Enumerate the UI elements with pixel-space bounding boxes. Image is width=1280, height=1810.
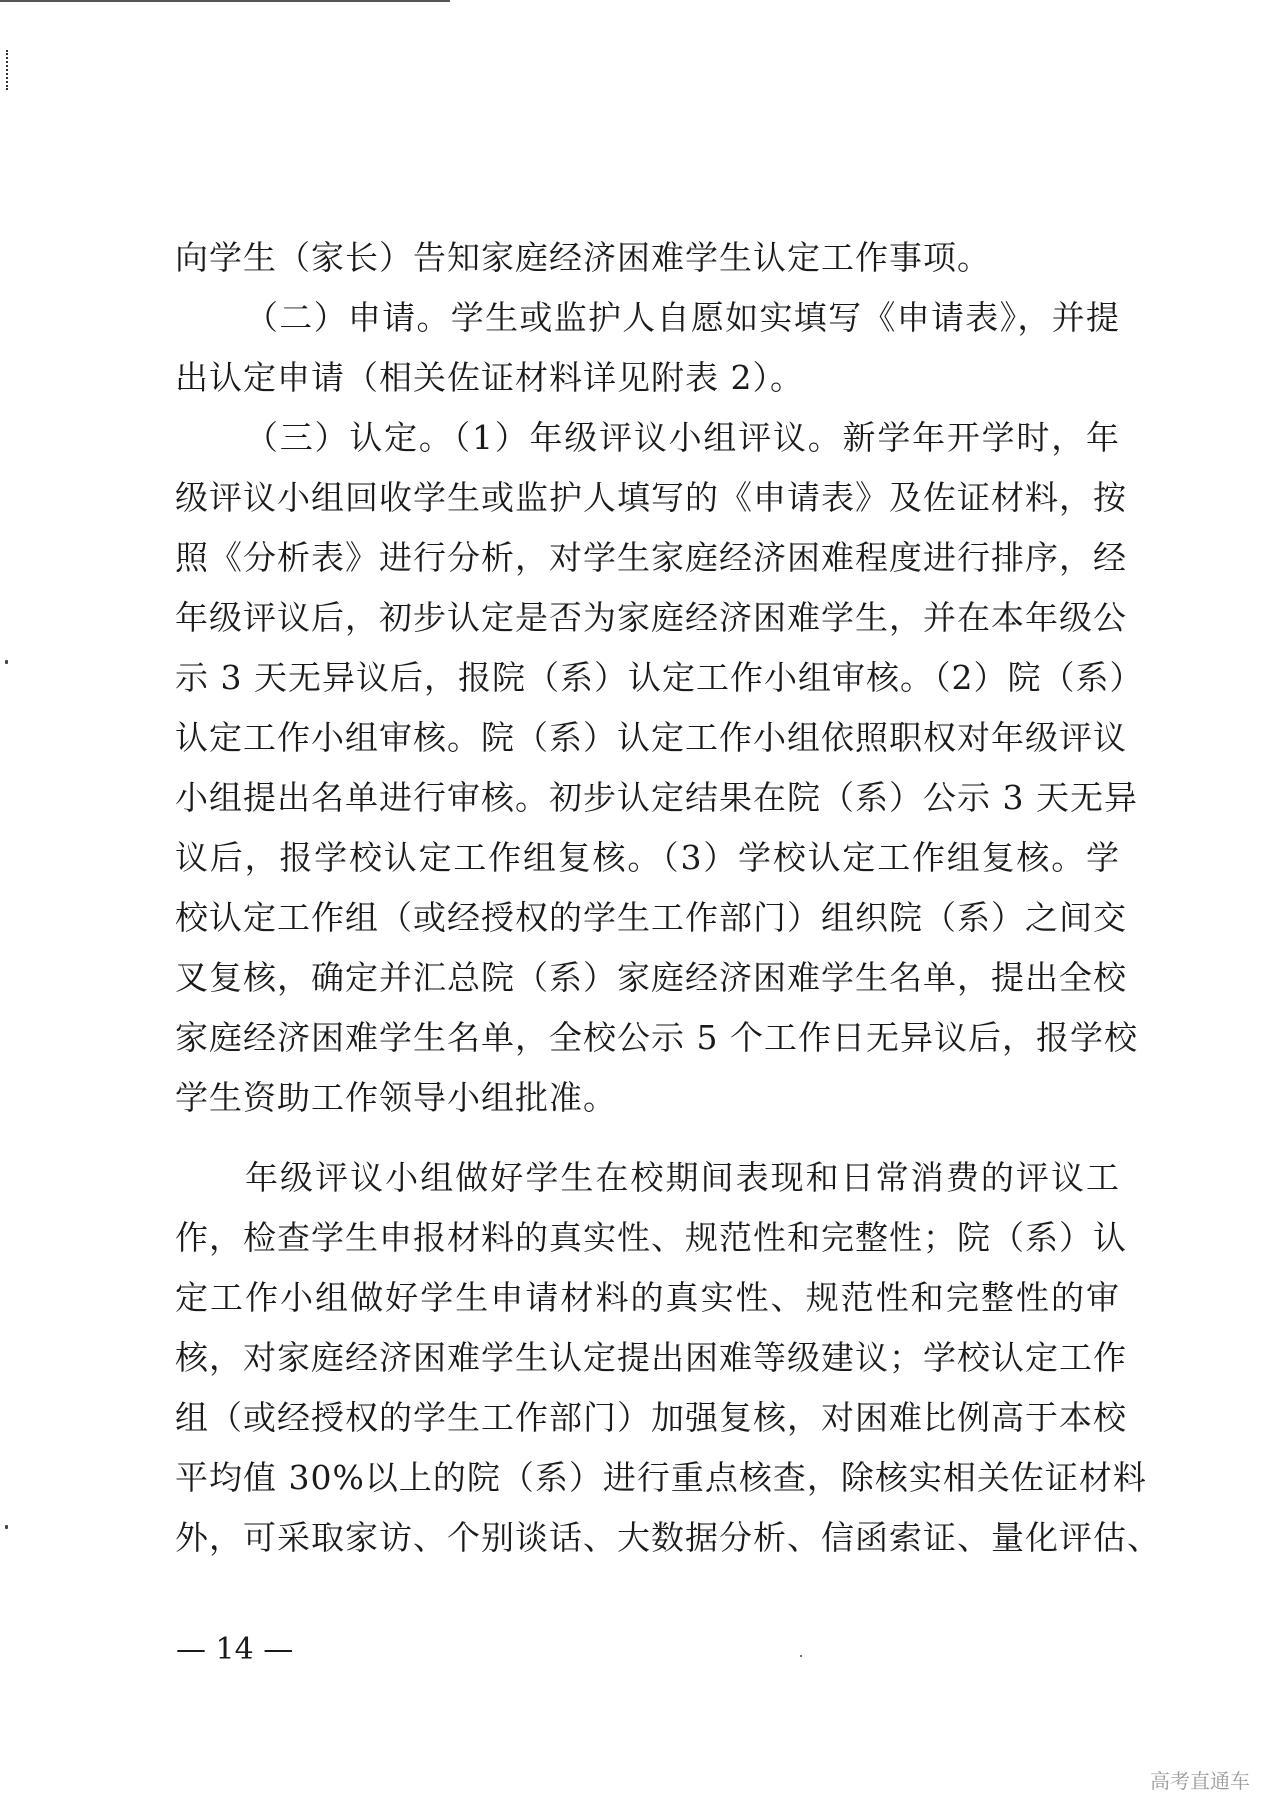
text-line-15: 学生资助工作领导小组批准。 [175,1078,617,1117]
text-line-2: （二）申请。学生或监护人自愿如实填写《申请表》，并提 [245,298,1120,337]
text-line-12: 校认定工作组（或经授权的学生工作部门）组织院（系）之间交 [175,898,1127,937]
scan-edge-line [0,0,450,2]
text-line-14: 家庭经济困难学生名单，全校公示 5 个工作日无异议后，报学校 [175,1018,1138,1057]
page-number: — 14 — [176,1632,294,1667]
text-line-16: 年级评议小组做好学生在校期间表现和日常消费的评议工 [245,1158,1120,1197]
text-line-6: 照《分析表》进行分析，对学生家庭经济困难程度进行排序，经 [175,538,1127,577]
text-line-21: 平均值 30%以上的院（系）进行重点核查，除核实相关佐证材料 [175,1458,1147,1497]
scan-speck [800,1655,802,1657]
text-line-18: 定工作小组做好学生申请材料的真实性、规范性和完整性的审 [175,1278,1120,1317]
text-line-22: 外，可采取家访、个别谈话、大数据分析、信函索证、量化评估、 [175,1518,1161,1557]
text-line-4: （三）认定。（1）年级评议小组评议。新学年开学时，年 [245,418,1120,457]
text-line-11: 议后，报学校认定工作组复核。（3）学校认定工作组复核。学 [175,838,1120,877]
watermark: 高考直通车 [1150,1769,1250,1793]
text-line-7: 年级评议后，初步认定是否为家庭经济困难学生，并在本年级公 [175,598,1127,637]
binding-hole-marks [6,50,11,90]
scan-speck [5,660,8,664]
text-line-19: 核，对家庭经济困难学生认定提出困难等级建议；学校认定工作 [175,1338,1127,1377]
text-line-9: 认定工作小组审核。院（系）认定工作小组依照职权对年级评议 [175,718,1127,757]
text-line-5: 级评议小组回收学生或监护人填写的《申请表》及佐证材料，按 [175,478,1127,517]
text-line-10: 小组提出名单进行审核。初步认定结果在院（系）公示 3 天无异 [175,778,1138,817]
text-line-1: 向学生（家长）告知家庭经济困难学生认定工作事项。 [175,238,991,277]
text-line-3: 出认定申请（相关佐证材料详见附表 2）。 [175,358,804,397]
scan-speck [5,1525,8,1529]
text-line-8: 示 3 天无异议后，报院（系）认定工作小组审核。（2）院（系） [175,658,1144,697]
text-line-20: 组（或经授权的学生工作部门）加强复核，对困难比例高于本校 [175,1398,1127,1437]
text-line-17: 作，检查学生申报材料的真实性、规范性和完整性；院（系）认 [175,1218,1127,1257]
text-line-13: 叉复核，确定并汇总院（系）家庭经济困难学生名单，提出全校 [175,958,1127,997]
